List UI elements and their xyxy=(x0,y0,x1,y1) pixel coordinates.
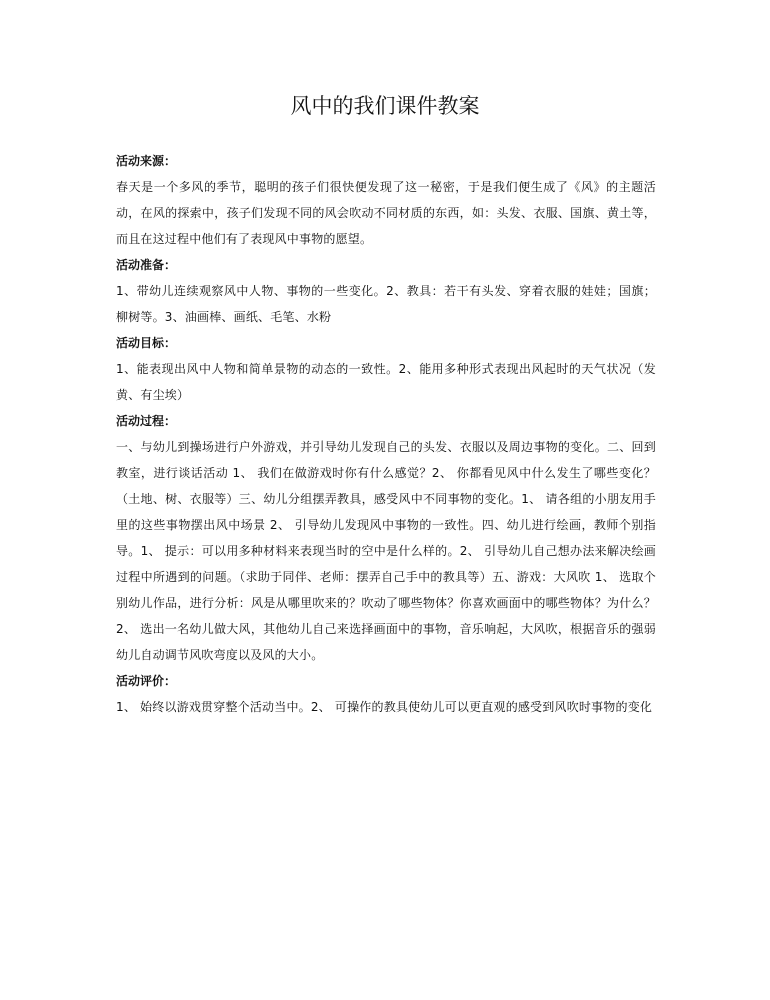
section-process xyxy=(116,408,656,668)
section-evaluation xyxy=(116,668,656,720)
section-text: 1、带幼儿连续观察风中人物、事物的一些变化。2、教具：若干有头发、穿着衣服的娃娃；国旗；柳树等。3、油画棒、画纸、毛笔、水粉 xyxy=(116,284,656,324)
section-source xyxy=(116,148,656,252)
section-heading: 活动过程： xyxy=(116,414,177,428)
section-text: 1、能表现出风中人物和简单景物的动态的一致性。2、能用多种形式表现出风起时的天气状况（发黄、有尘埃） xyxy=(116,362,656,402)
section-heading: 活动准备： xyxy=(116,258,177,272)
section-text: 1、 始终以游戏贯穿整个活动当中。2、 可操作的教具使幼儿可以更直观的感受到风吹时事物的变化 xyxy=(116,700,653,714)
document-title: 风中的我们课件教案 xyxy=(290,94,480,118)
section-heading: 活动目标： xyxy=(116,336,177,350)
section-preparation xyxy=(116,252,656,330)
document-body xyxy=(116,148,656,720)
section-heading: 活动来源： xyxy=(116,154,177,168)
section-text: 一、与幼儿到操场进行户外游戏，并引导幼儿发现自己的头发、衣服以及周边事物的变化。二、回到教室，进行谈话活动 1、 我们在做游戏时你有什么感觉？2、 你都看见风中什么发生了哪些变化？（土地、树、衣服等）三、幼儿分组摆弄教具，感受风中不同事物的变化。1、 请各组的小朋友用手里的这些事物摆出风中场景 2、 引导幼儿发现风中事物的一致性。四、幼儿进行绘画，教师个别指导。1、 提示：可以用多种材料来表现当时的空中是什么样的。2、 引导幼儿自己想办法来解决绘画过程中所遇到的问题。（求助于同伴、老师：摆弄自己手中的教具等）五、游戏：大风吹 1、 选取个别幼儿作品，进行分析：风是从哪里吹来的？吹动了哪些物体？你喜欢画面中的哪些物体？为什么？2、 选出一名幼儿做大风，其他幼儿自己来选择画面中的事物，音乐响起，大风吹，根据音乐的强弱幼儿自动调节风吹弯度以及风的大小。 xyxy=(116,440,656,662)
section-text: 春天是一个多风的季节，聪明的孩子们很快便发现了这一秘密，于是我们便生成了《风》的主题活动，在风的探索中，孩子们发现不同的风会吹动不同材质的东西，如：头发、衣服、国旗、黄土等，而且在这过程中他们有了表现风中事物的愿望。 xyxy=(116,180,656,246)
section-heading: 活动评价： xyxy=(116,674,177,688)
section-goals xyxy=(116,330,656,408)
